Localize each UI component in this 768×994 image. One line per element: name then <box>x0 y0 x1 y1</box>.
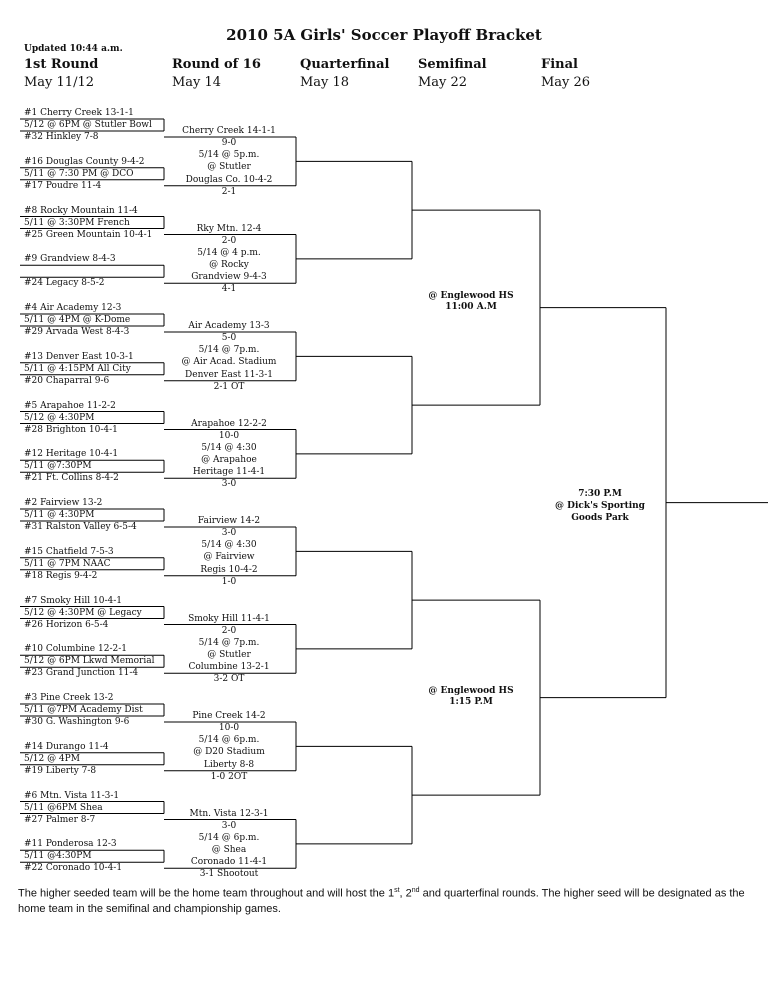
first-round-team-top: #7 Smoky Hill 10-4-1 <box>24 595 122 606</box>
r16-score-a: 10-0 <box>218 430 240 441</box>
r16-game-date: 5/14 @ 7p.m. <box>198 345 260 355</box>
r16-team-a: Mtn. Vista 12-3-1 <box>189 808 269 819</box>
round-date-quarterfinal: May 18 <box>300 75 350 90</box>
round-heading-r16: Round of 16 <box>172 57 261 72</box>
r16-team-b: Denver East 11-3-1 <box>185 369 273 380</box>
semifinal-venue-bottom: @ Englewood HS <box>428 686 514 696</box>
r16-score-b: 1-0 2OT <box>210 771 248 782</box>
first-round-team-bottom: #22 Coronado 10-4-1 <box>24 863 123 874</box>
round-date-first: May 11/12 <box>24 75 95 90</box>
r16-team-b: Coronado 11-4-1 <box>190 857 268 868</box>
first-round-game-info: 5/11 @ 4:15PM All City <box>24 363 131 374</box>
r16-team-a: Arapahoe 12-2-2 <box>191 418 267 429</box>
round-date-semifinal: May 22 <box>418 75 468 90</box>
first-round-game-info: 5/11 @ 7:30 PM @ DCO <box>24 168 134 179</box>
first-round-team-top: #13 Denver East 10-3-1 <box>24 351 134 362</box>
r16-score-a: 2-0 <box>221 235 237 246</box>
r16-team-b: Douglas Co. 10-4-2 <box>185 174 273 185</box>
r16-team-a: Air Academy 13-3 <box>188 321 270 331</box>
first-round-team-bottom: #17 Poudre 11-4 <box>24 180 102 191</box>
first-round-team-bottom: #18 Regis 9-4-2 <box>24 570 98 581</box>
r16-team-a: Pine Creek 14-2 <box>192 711 266 721</box>
first-round-team-bottom: #21 Ft. Collins 8-4-2 <box>24 473 119 484</box>
first-round-team-top: #8 Rocky Mountain 11-4 <box>24 205 138 216</box>
round-heading-quarterfinal: Quarterfinal <box>300 57 390 72</box>
first-round-team-top: #4 Air Academy 12-3 <box>24 303 122 313</box>
first-round-game-info: 5/11 @4:30PM <box>24 851 92 862</box>
r16-score-a: 5-0 <box>221 333 237 343</box>
first-round-team-top: #2 Fairview 13-2 <box>24 498 103 508</box>
first-round-game-info: 5/12 @ 4:30PM @ Legacy <box>24 607 142 618</box>
r16-score-a: 3-0 <box>221 820 237 831</box>
first-round-game-info: 5/12 @ 6PM @ Stutler Bowl <box>24 120 152 130</box>
first-round-game-info: 5/11 @ 4:30PM <box>24 510 95 520</box>
round-heading-final: Final <box>541 57 578 72</box>
r16-score-b: 4-1 <box>221 284 237 295</box>
r16-team-a: Fairview 14-2 <box>197 516 261 526</box>
r16-game-date: 5/14 @ 4 p.m. <box>197 247 261 258</box>
first-round-game-info: 5/11 @6PM Shea <box>24 802 103 813</box>
r16-team-b: Grandview 9-4-3 <box>191 272 267 283</box>
semifinal-venue-top: @ Englewood HS <box>428 291 514 301</box>
round-heading-semifinal: Semifinal <box>418 57 487 72</box>
r16-score-b: 2-1 OT <box>213 381 245 392</box>
first-round-team-bottom: #30 G. Washington 9-6 <box>24 717 130 727</box>
first-round-team-top: #1 Cherry Creek 13-1-1 <box>24 108 134 118</box>
r16-game-date: 5/14 @ 4:30 <box>201 540 257 550</box>
semifinal-time-bottom: 1:15 P.M <box>449 697 493 707</box>
round-date-final: May 26 <box>541 75 591 90</box>
updated-timestamp: Updated 10:44 a.m. <box>24 44 123 54</box>
final-time: 7:30 P.M <box>578 489 622 499</box>
first-round-team-bottom: #28 Brighton 10-4-1 <box>24 424 118 435</box>
round-date-r16: May 14 <box>172 75 222 90</box>
first-round-team-top: #12 Heritage 10-4-1 <box>24 449 119 460</box>
r16-game-date: 5/14 @ 5p.m. <box>198 150 260 160</box>
r16-team-b: Regis 10-4-2 <box>200 564 258 575</box>
first-round-team-top: #5 Arapahoe 11-2-2 <box>24 400 116 411</box>
r16-game-venue: @ Stutler <box>207 649 251 660</box>
first-round-team-bottom: #27 Palmer 8-7 <box>24 814 96 825</box>
first-round-team-top: #14 Durango 11-4 <box>24 741 109 752</box>
r16-score-a: 10-0 <box>218 723 240 733</box>
r16-game-date: 5/14 @ 7p.m. <box>198 637 260 648</box>
first-round-team-bottom: #24 Legacy 8-5-2 <box>24 278 105 289</box>
r16-team-a: Cherry Creek 14-1-1 <box>182 126 276 136</box>
r16-score-a: 2-0 <box>221 625 237 636</box>
final-venue: @ Dick's Sporting <box>555 501 645 511</box>
first-round-team-bottom: #20 Chaparral 9-6 <box>24 375 110 386</box>
first-round-team-top: #16 Douglas County 9-4-2 <box>24 156 145 167</box>
first-round-team-bottom: #23 Grand Junction 11-4 <box>24 668 139 679</box>
first-round-team-bottom: #31 Ralston Valley 6-5-4 <box>24 522 137 532</box>
r16-game-venue: @ Stutler <box>207 162 251 172</box>
r16-game-venue: @ Fairview <box>203 552 255 562</box>
first-round-game-info: 5/12 @ 4PM <box>24 753 80 764</box>
r16-team-b: Columbine 13-2-1 <box>188 662 270 673</box>
first-round-team-top: #11 Ponderosa 12-3 <box>24 839 117 850</box>
footnote: The higher seeded team will be the home team throughout and will host the 1st, 2nd and quarterfinal rounds. The higher seed will be designated as the home team in the semifinal and championship games. <box>18 887 745 915</box>
first-round-team-top: #15 Chatfield 7-5-3 <box>24 546 114 557</box>
r16-score-b: 3-0 <box>221 479 237 490</box>
first-round-team-bottom: #26 Horizon 6-5-4 <box>24 619 109 630</box>
r16-game-venue: @ Shea <box>211 844 247 855</box>
first-round-team-top: #6 Mtn. Vista 11-3-1 <box>24 790 120 801</box>
r16-score-b: 2-1 <box>221 186 237 197</box>
r16-game-venue: @ D20 Stadium <box>193 747 265 757</box>
first-round-game-info: 5/12 @ 4:30PM <box>24 412 95 423</box>
final-venue-park: Goods Park <box>571 513 629 523</box>
first-round-team-top: #3 Pine Creek 13-2 <box>24 693 114 703</box>
first-round-team-bottom: #19 Liberty 7-8 <box>24 765 97 776</box>
first-round-team-bottom: #32 Hinkley 7-8 <box>24 132 99 142</box>
r16-team-a: Smoky Hill 11-4-1 <box>188 613 270 624</box>
first-round-game-info: 5/11 @7PM Academy Dist <box>24 705 143 715</box>
r16-game-date: 5/14 @ 6p.m. <box>198 832 260 843</box>
r16-team-b: Liberty 8-8 <box>203 759 255 770</box>
r16-game-venue: @ Arapahoe <box>201 454 257 465</box>
first-round-game-info: 5/11 @ 4PM @ K-Dome <box>24 315 131 325</box>
first-round-team-top: #9 Grandview 8-4-3 <box>24 254 116 265</box>
first-round-team-bottom: #29 Arvada West 8-4-3 <box>24 327 130 337</box>
first-round-game-info: 5/11 @ 3:30PM French <box>24 217 130 228</box>
round-heading-first: 1st Round <box>24 57 99 72</box>
r16-score-a: 3-0 <box>221 528 237 538</box>
first-round-team-bottom: #25 Green Mountain 10-4-1 <box>24 229 153 240</box>
r16-team-b: Heritage 11-4-1 <box>192 467 266 478</box>
r16-game-venue: @ Rocky <box>209 259 249 270</box>
r16-game-venue: @ Air Acad. Stadium <box>181 357 277 367</box>
r16-score-b: 3-1 Shootout <box>199 869 259 880</box>
r16-game-date: 5/14 @ 4:30 <box>201 442 257 453</box>
page-title: 2010 5A Girls' Soccer Playoff Bracket <box>226 26 542 44</box>
first-round-game-info: 5/11 @ 7PM NAAC <box>24 558 111 569</box>
first-round-game-info: 5/11 @7:30PM <box>24 461 92 472</box>
r16-game-date: 5/14 @ 6p.m. <box>198 735 260 745</box>
r16-score-b: 3-2 OT <box>213 674 245 685</box>
r16-team-a: Rky Mtn. 12-4 <box>196 223 262 234</box>
r16-score-a: 9-0 <box>221 138 237 148</box>
semifinal-time-top: 11:00 A.M <box>445 302 497 312</box>
first-round-team-top: #10 Columbine 12-2-1 <box>24 644 127 655</box>
first-round-game-info: 5/12 @ 6PM Lkwd Memorial <box>24 656 155 667</box>
r16-score-b: 1-0 <box>221 576 237 587</box>
